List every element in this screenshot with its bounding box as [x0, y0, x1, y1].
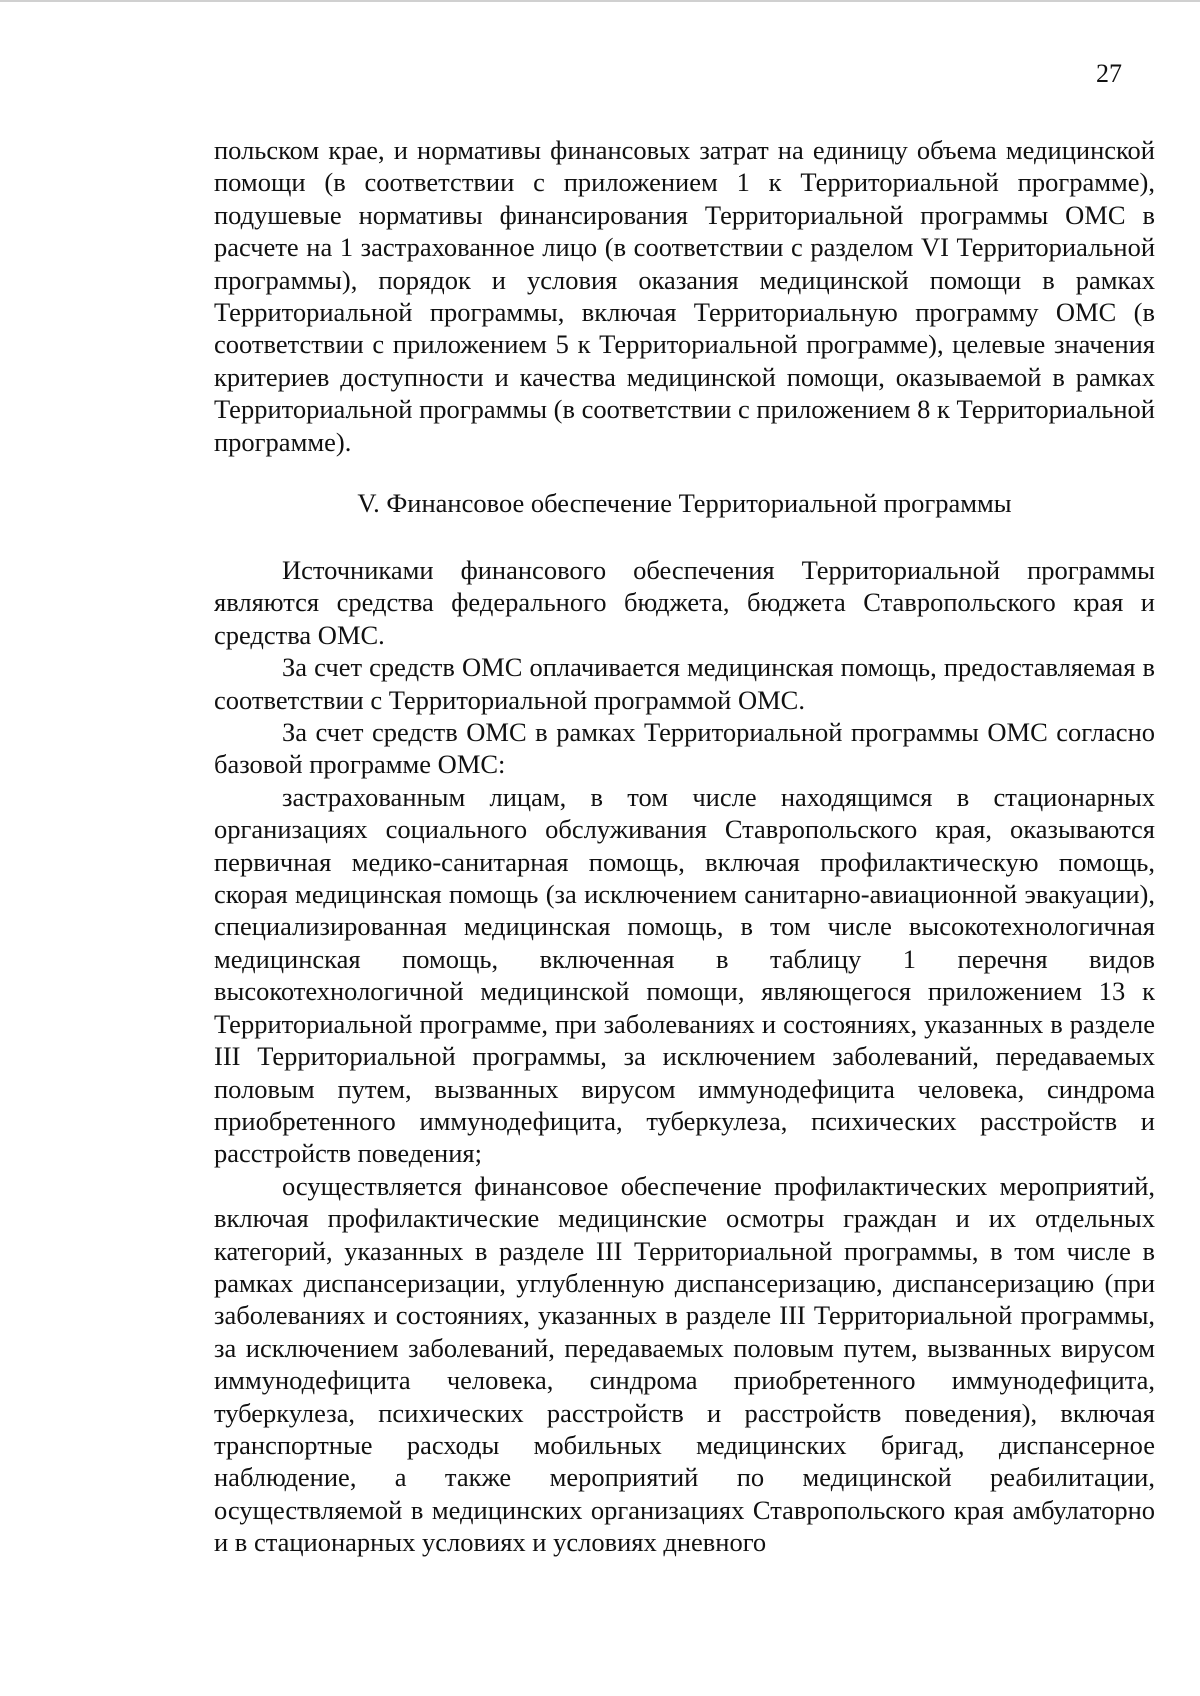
intro-paragraph: польском крае, и нормативы финансовых затрат на единицу объема медицинской помощи (в соответствии с приложением 1 к Территориальной программе), подушевые нормативы финансирования Территориальной программы ОМС в расчете на 1 застрахованное лицо (в соответствии с разделом VI Территориальной программы), порядок и условия оказания медицинской помощи в рамках Территориальной программы, включая Территориальную программу ОМС (в соответствии с приложением 5 к Территориальной программе), целевые значения критериев доступности и качества медицинской помощи, оказываемой в рамках Территориальной программы (в соответствии с приложением 8 к Территориальной программе). — [214, 135, 1155, 457]
paragraph-oms-base-program: За счет средств ОМС в рамках Территориальной программы ОМС согласно базовой программе ОМС: — [214, 717, 1155, 780]
paragraph-oms-payment: За счет средств ОМС оплачивается медицинская помощь, предоставляемая в соответствии с Территориальной программой ОМС. — [214, 652, 1155, 715]
paragraph-insured-persons: застрахованным лицам, в том числе находящимся в стационарных организациях социального обслуживания Ставропольского края, оказываются первичная медико-санитарная помощь, включая профилактическую помощь, скорая медицинская помощь (за исключением санитарно-авиационной эвакуации), специализированная медицинская помощь, в том числе высокотехнологичная медицинская помощь, включенная в таблицу 1 перечня видов высокотехнологичной медицинской помощи, являющегося приложением 13 к Территориальной программе, при заболеваниях и состояниях, указанных в разделе III Территориальной программы, за исключением заболеваний, передаваемых половым путем, вызванных вирусом иммунодефицита человека, синдрома приобретенного иммунодефицита, туберкулеза, психических расстройств и расстройств поведения; — [214, 781, 1155, 1169]
intro-text-block — [214, 134, 1155, 458]
section-heading: V. Финансовое обеспечение Территориальной программы — [357, 488, 1012, 518]
scan-top-edge — [0, 0, 1200, 2]
paragraph-funding-sources: Источниками финансового обеспечения Территориальной программы являются средства федерального бюджета, бюджета Ставропольского края и средства ОМС. — [214, 555, 1155, 650]
paragraph-prevention-funding: осуществляется финансовое обеспечение профилактических мероприятий, включая профилактические медицинские осмотры граждан и их отдельных категорий, указанных в разделе III Территориальной программы, в том числе в рамках диспансеризации, углубленную диспансеризацию, диспансеризацию (при заболеваниях и состояниях, указанных в разделе III Территориальной программы, за исключением заболеваний, передаваемых половым путем, вызванных вирусом иммунодефицита человека, синдрома приобретенного иммунодефицита, туберкулеза, психических расстройств и расстройств поведения), включая транспортные расходы мобильных медицинских бригад, диспансерное наблюдение, а также мероприятий по медицинской реабилитации, осуществляемой в медицинских организациях Ставропольского края амбулаторно и в стационарных условиях и условиях дневного — [214, 1170, 1155, 1558]
page-number: 27 — [1096, 59, 1122, 88]
section-body — [214, 554, 1155, 1559]
